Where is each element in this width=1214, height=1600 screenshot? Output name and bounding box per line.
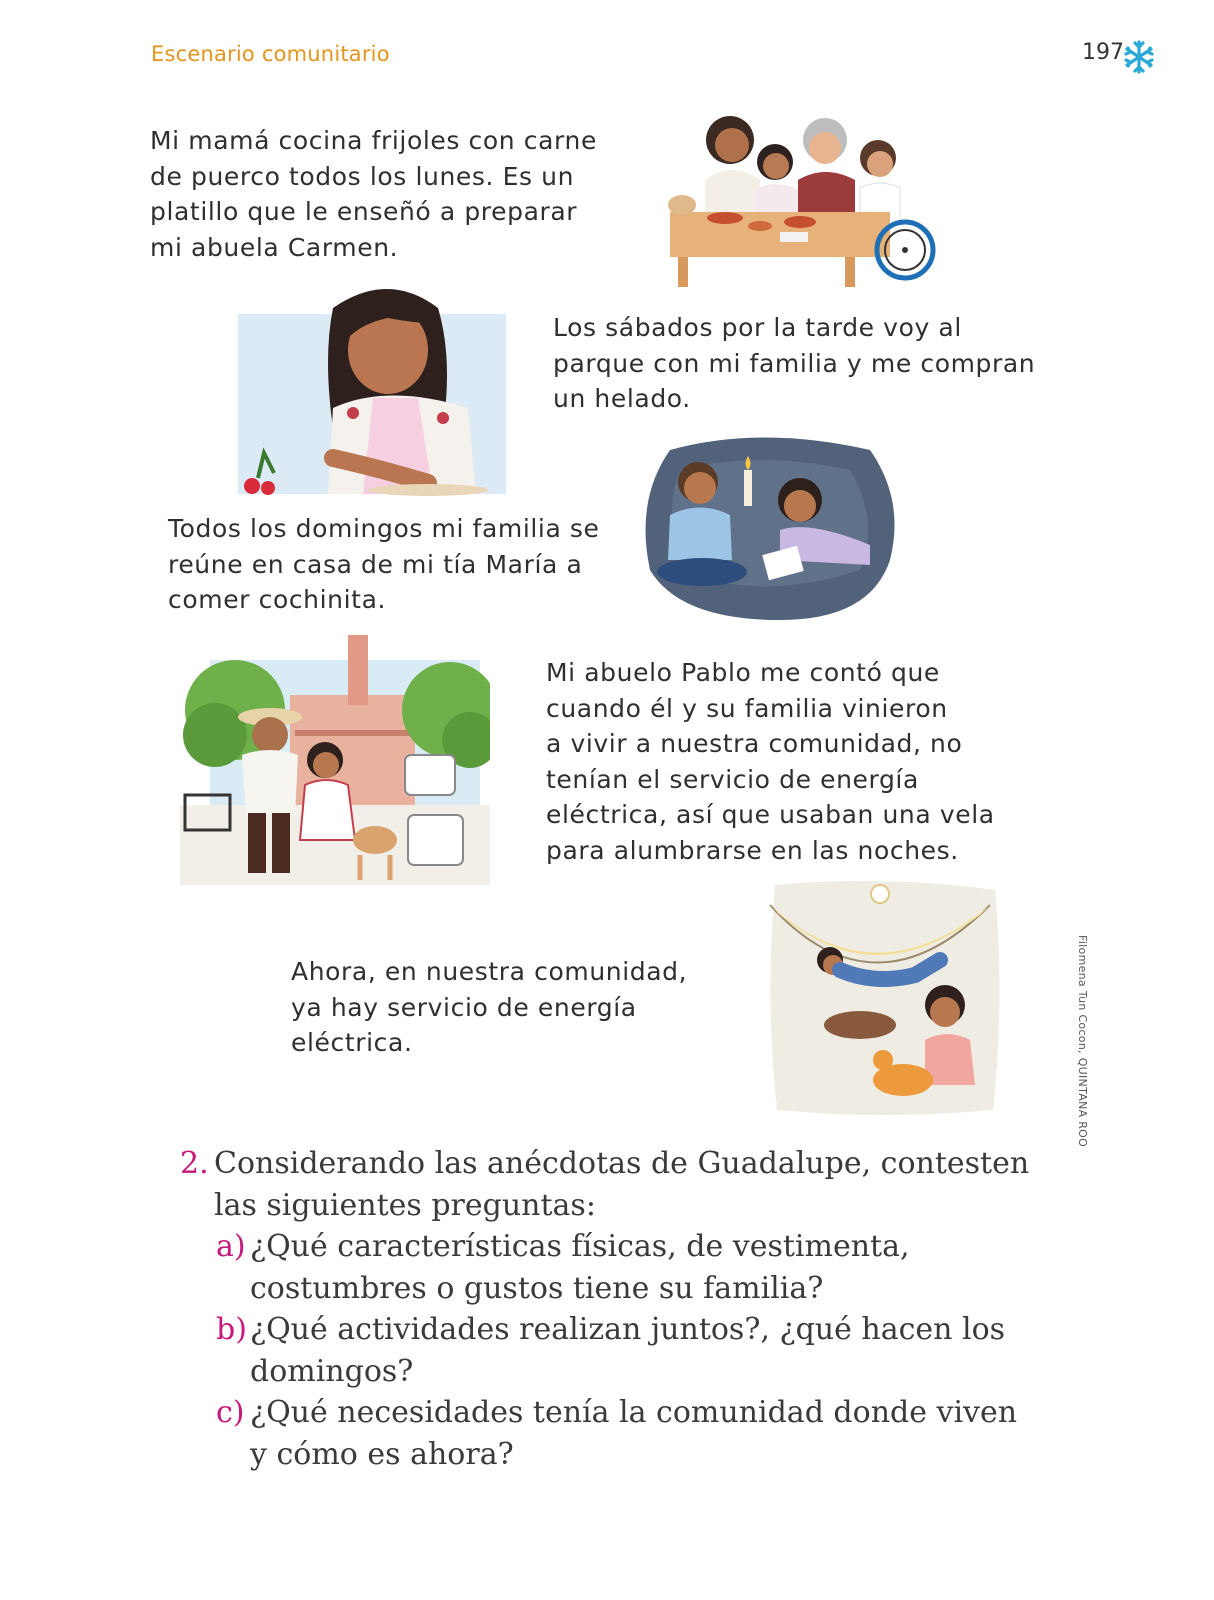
text-line: ya hay servicio de energía xyxy=(291,992,637,1022)
text-line: Mi mamá cocina frijoles con carne xyxy=(150,126,597,155)
subquestion-line: costumbres o gustos tiene su familia? xyxy=(250,1270,824,1306)
activity-questions xyxy=(180,1143,1080,1475)
text-line: cuando él y su familia vinieron xyxy=(546,693,948,723)
family-meal-illustration xyxy=(660,100,945,290)
text-line: reúne en casa de mi tía María a xyxy=(168,549,583,579)
text-line: de puerco todos los lunes. Es un xyxy=(150,161,575,191)
text-line: Los sábados por la tarde voy al xyxy=(553,313,962,342)
anecdote-saturday-park xyxy=(553,310,1035,417)
subquestion-letter: b) xyxy=(216,1312,247,1347)
text-line: parque con mi familia y me compran xyxy=(553,348,1036,378)
text-line: tenían el servicio de energía xyxy=(546,764,919,794)
text-line: Mi abuelo Pablo me contó que xyxy=(546,658,940,687)
question-line: las siguientes preguntas: xyxy=(214,1187,596,1223)
text-line: eléctrica, así que usaban una vela xyxy=(546,800,995,829)
text-line: Todos los domingos mi familia se xyxy=(168,514,600,543)
snowflake-logo-icon xyxy=(1124,40,1154,74)
hammock-room-illustration xyxy=(765,880,1005,1120)
text-line: para alumbrarse en las noches. xyxy=(546,835,959,865)
subquestion-line: domingos? xyxy=(250,1353,414,1389)
subquestion-a xyxy=(180,1226,1080,1309)
text-line: mi abuela Carmen. xyxy=(150,232,399,262)
question-2 xyxy=(180,1143,1080,1226)
text-line: platillo que le enseñó a preparar xyxy=(150,197,578,226)
text-line: a vivir a nuestra comunidad, no xyxy=(546,729,963,758)
text-line: un helado. xyxy=(553,384,691,413)
anecdote-grandpa-pablo xyxy=(546,655,995,868)
question-line: Considerando las anécdotas de Guadalupe, contesten xyxy=(214,1146,1030,1181)
question-number: 2. xyxy=(180,1146,209,1181)
anecdote-sunday-cochinita xyxy=(168,511,600,618)
subquestion-line: ¿Qué necesidades tenía la comunidad donde viven xyxy=(250,1395,1018,1430)
text-line: Ahora, en nuestra comunidad, xyxy=(291,957,688,986)
section-title: Escenario comunitario xyxy=(151,42,390,66)
subquestion-line: ¿Qué actividades realizan juntos?, ¿qué hacen los xyxy=(250,1312,1006,1347)
subquestion-line: ¿Qué características físicas, de vestimenta, xyxy=(250,1229,910,1264)
grandpa-park-illustration xyxy=(180,635,490,885)
illustration-credit: Filomena Tun Cocon, QUINTANA ROO xyxy=(1076,935,1089,1148)
text-line: eléctrica. xyxy=(291,1028,413,1057)
page-number: 197 xyxy=(1082,40,1124,65)
anecdote-monday-beans xyxy=(150,123,597,265)
subquestion-letter: c) xyxy=(216,1395,245,1430)
subquestion-line: y cómo es ahora? xyxy=(250,1436,514,1472)
girl-cooking-illustration xyxy=(238,278,510,496)
subquestion-c xyxy=(180,1392,1080,1475)
subquestion-letter: a) xyxy=(216,1229,246,1264)
anecdote-now-electricity xyxy=(291,954,687,1061)
children-candle-illustration xyxy=(640,430,905,625)
text-line: comer cochinita. xyxy=(168,585,387,614)
subquestion-b xyxy=(180,1309,1080,1392)
